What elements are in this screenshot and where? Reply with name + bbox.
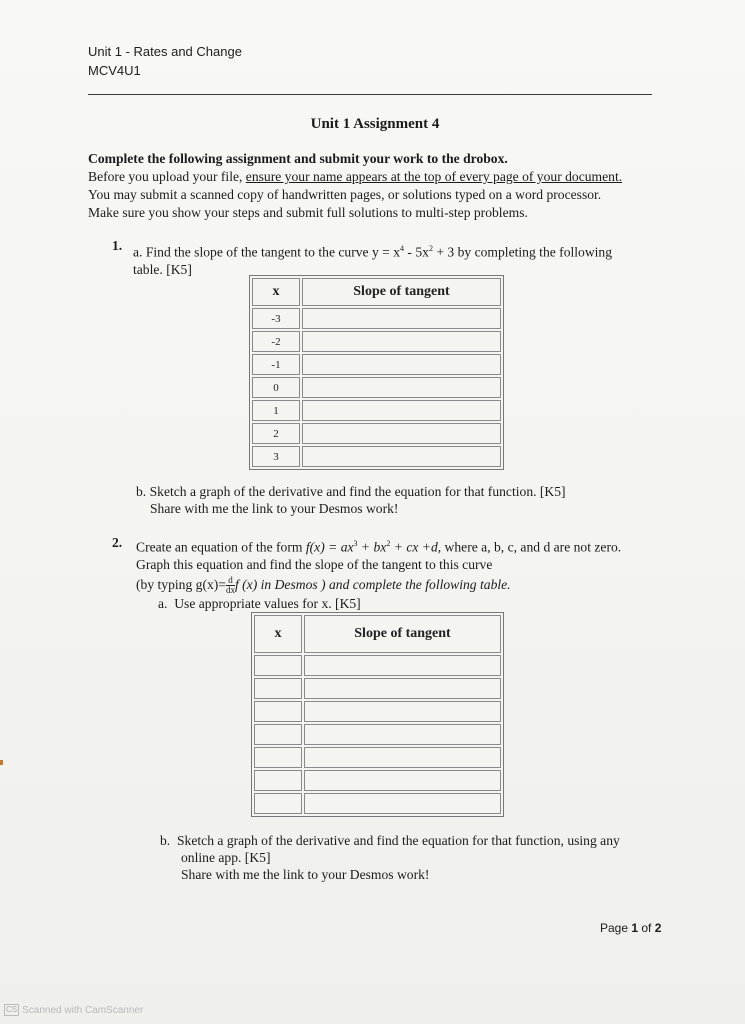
- instructions-line-3: You may submit a scanned copy of handwritten pages, or solutions typed on a word processor.: [88, 187, 602, 202]
- q1-x-cell: 1: [252, 400, 300, 421]
- q1-slope-cell[interactable]: [302, 377, 501, 398]
- q2-header-slope: Slope of tangent: [304, 615, 501, 653]
- q2-table: [251, 612, 504, 817]
- q2-slope-cell[interactable]: [304, 655, 501, 676]
- q1-x-cell: -2: [252, 331, 300, 352]
- q1-slope-cell[interactable]: [302, 400, 501, 421]
- q1-header-slope: Slope of tangent: [302, 278, 501, 306]
- q2-x-cell[interactable]: [254, 747, 302, 768]
- q2-slope-cell[interactable]: [304, 701, 501, 722]
- q1-header-x: x: [252, 278, 300, 306]
- q2-slope-cell[interactable]: [304, 678, 501, 699]
- name-requirement: ensure your name appears at the top of every page of your document.: [245, 169, 623, 184]
- q1-part-a: a. Find the slope of the tangent to the curve $y = x^4 - 5x^2 + 3$ by completing the following table. [K5]: [133, 244, 613, 277]
- instructions-line-2: Before you upload your file, ensure your name appears at the top of every page of your document.: [88, 169, 623, 184]
- course-code: MCV4U1: [88, 63, 141, 78]
- instructions-line-4: Make sure you show your steps and submit full solutions to multi-step problems.: [88, 205, 528, 220]
- q2-number: 2.: [112, 535, 123, 550]
- page-number: Page 1 of 2: [600, 921, 662, 935]
- q2-x-cell[interactable]: [254, 724, 302, 745]
- instructions-lead: Complete the following assignment and submit your work to the drobox.: [88, 151, 508, 166]
- watermark-text: Scanned with CamScanner: [22, 1004, 144, 1016]
- derivative-fraction: $\frac{d}{dx}$: [225, 574, 235, 595]
- scan-artifact: [0, 760, 3, 765]
- q1-table: [249, 275, 504, 470]
- q2-prompt: Create an equation of the form $f(x) = ax^3 + bx^2$ + cx +d, where a, b, c, and d are not zero. Graph this equation and find the slope of the tangent to this curve (by typing g(x)= $\frac{d}{dx}$ f (x) in Desmos ) and complete the following table. a. Use appropriate values for x. [K5]: [136, 539, 622, 611]
- q1-number: 1.: [112, 238, 123, 253]
- q2-slope-cell[interactable]: [304, 747, 501, 768]
- q1-x-cell: 3: [252, 446, 300, 467]
- q2-slope-cell[interactable]: [304, 724, 501, 745]
- q1-slope-cell[interactable]: [302, 308, 501, 329]
- q1-slope-cell[interactable]: [302, 331, 501, 352]
- unit-title: Unit 1 - Rates and Change: [88, 44, 242, 59]
- q1-slope-cell[interactable]: [302, 354, 501, 375]
- q1-x-cell: 2: [252, 423, 300, 444]
- q2-part-b: b. Sketch a graph of the derivative and find the equation for that function, using any online app. [K5] Share with me the link to your Desmos work!: [160, 833, 620, 882]
- q2-slope-cell[interactable]: [304, 793, 501, 814]
- instructions: [88, 150, 660, 222]
- q2-x-cell[interactable]: [254, 655, 302, 676]
- q2-header-x: x: [254, 615, 302, 653]
- course-header: [88, 42, 242, 80]
- q2-x-cell[interactable]: [254, 678, 302, 699]
- q1-slope-cell[interactable]: [302, 446, 501, 467]
- q1-x-cell: -3: [252, 308, 300, 329]
- q1-part-b: b. Sketch a graph of the derivative and find the equation for that function. [K5] Share with me the link to your Desmos work!: [136, 484, 566, 516]
- q2-x-cell[interactable]: [254, 770, 302, 791]
- q2-slope-cell[interactable]: [304, 770, 501, 791]
- q1-x-cell: -1: [252, 354, 300, 375]
- q2-x-cell[interactable]: [254, 701, 302, 722]
- camscanner-logo-icon: CS: [6, 1005, 18, 1014]
- assignment-title: Unit 1 Assignment 4: [310, 116, 440, 132]
- q2-x-cell[interactable]: [254, 793, 302, 814]
- scanner-watermark: [4, 1004, 143, 1016]
- q1-slope-cell[interactable]: [302, 423, 501, 444]
- q1-x-cell: 0: [252, 377, 300, 398]
- header-divider: [88, 94, 652, 95]
